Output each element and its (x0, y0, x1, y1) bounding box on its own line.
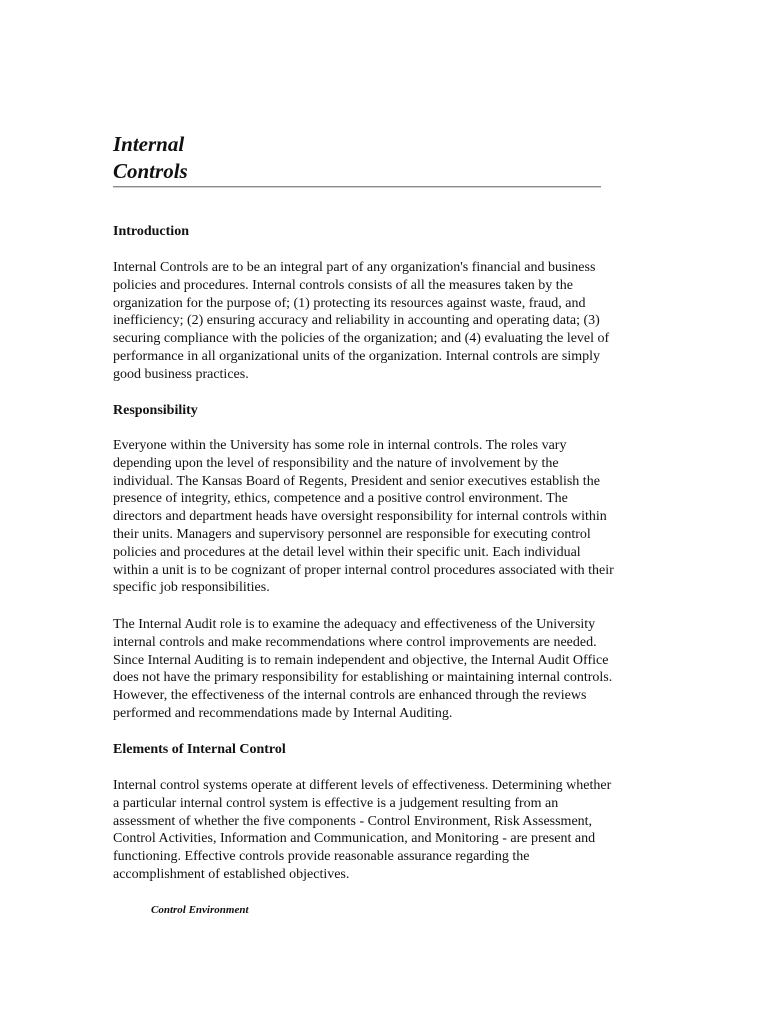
title-divider (113, 186, 601, 188)
text-line: functioning. Effective controls provide reasonable assurance regarding the (113, 849, 530, 865)
text-line: organization for the purpose of; (1) protecting its resources against waste, fraud, and (113, 295, 586, 311)
paragraph-elements (113, 777, 653, 884)
text-line: accomplishment of established objectives. (113, 866, 350, 882)
text-line: depending upon the level of responsibility and the nature of involvement by the (113, 455, 559, 471)
text-line: their units. Managers and supervisory personnel are responsible for executing control (113, 526, 591, 542)
title-line-2: Controls (113, 159, 188, 183)
text-line: good business practices. (113, 366, 249, 382)
text-line: Internal Controls are to be an integral part of any organization's financial and business (113, 260, 596, 275)
paragraph-introduction (113, 259, 653, 384)
text-line: Everyone within the University has some role in internal controls. The roles vary (113, 438, 567, 453)
title-line-1: Internal (113, 132, 185, 156)
text-line: specific job responsibilities. (113, 580, 270, 596)
text-line: performed and recommendations made by Internal Auditing. (113, 705, 453, 721)
text-line: policies and procedures. Internal controls consists of all the measures taken by the (113, 277, 573, 293)
text-line: presence of integrity, ethics, competence and a positive control environment. The (113, 491, 568, 507)
text-line: performance in all organizational units of the organization. Internal controls are simply (113, 348, 600, 364)
text-line: a particular internal control system is effective is a judgement resulting from an (113, 795, 559, 811)
text-line: directors and department heads have oversight responsibility for internal controls within (113, 509, 607, 525)
text-line: However, the effectiveness of the internal controls are enhanced through the reviews (113, 688, 587, 704)
text-line: within a unit is to be cognizant of proper internal control procedures associated with their (113, 562, 614, 578)
text-line: Since Internal Auditing is to remain independent and objective, the Internal Audit Office (113, 652, 609, 668)
text-line: internal controls and make recommendations where control improvements are needed. (113, 634, 597, 650)
text-line: assessment of whether the five components - Control Environment, Risk Assessment, (113, 813, 593, 829)
heading-introduction: Introduction (113, 224, 189, 239)
document-title (113, 131, 188, 185)
text-line: Control Activities, Information and Communication, and Monitoring - are present and (113, 831, 596, 847)
text-line: does not have the primary responsibility for establishing or maintaining internal controls. (113, 670, 613, 686)
text-line: Internal control systems operate at different levels of effectiveness. Determining whether (113, 778, 612, 793)
heading-elements-of-internal-control: Elements of Internal Control (113, 742, 286, 757)
paragraph-internal-audit-role (113, 616, 653, 723)
text-line: The Internal Audit role is to examine the adequacy and effectiveness of the University (113, 617, 596, 632)
paragraph-responsibility-roles (113, 437, 653, 597)
heading-responsibility: Responsibility (113, 403, 198, 418)
text-line: policies and procedures at the detail level within their specific unit. Each individual (113, 544, 581, 560)
text-line: securing compliance with the policies of the organization; and (4) evaluating the level of (113, 331, 610, 347)
text-line: inefficiency; (2) ensuring accuracy and reliability in accounting and operating data; (3) (113, 313, 600, 329)
subheading-control-environment: Control Environment (151, 904, 249, 916)
text-line: individual. The Kansas Board of Regents, President and senior executives establish the (113, 473, 600, 489)
